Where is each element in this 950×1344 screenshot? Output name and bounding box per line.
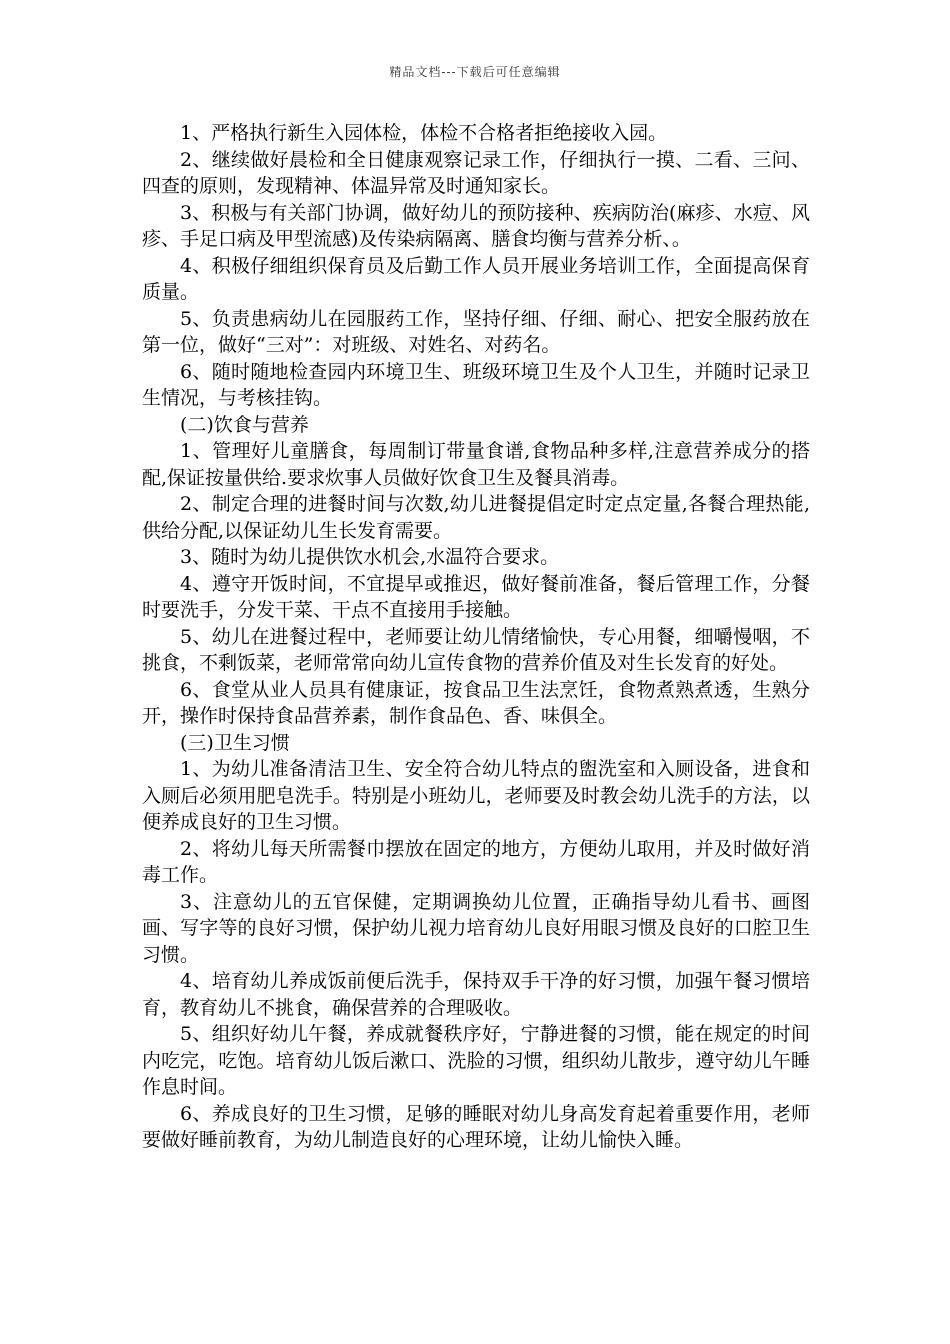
page-header: 精品文档---下载后可任意编辑 [389, 65, 561, 79]
paragraph: 6、食堂从业人员具有健康证，按食品卫生法烹饪，食物煮熟煮透，生熟分开，操作时保持食品营养素，制作食品色、香、味俱全。 [142, 678, 810, 727]
paragraph: 5、组织好幼儿午餐，养成就餐秩序好，宁静进餐的习惯，能在规定的时间内吃完，吃饱。培育幼儿饭后漱口、洗脸的习惯，组织幼儿散步，遵守幼儿午睡作息时间。 [142, 1023, 810, 1098]
paragraph: 1、管理好儿童膳食，每周制订带量食谱,食物品种多样,注意营养成分的搭配,保证按量供给.要求炊事人员做好饮食卫生及餐具消毒。 [142, 440, 810, 489]
paragraph: 5、幼儿在进餐过程中，老师要让幼儿情绪愉快，专心用餐，细嚼慢咽，不挑食，不剩饭菜，老师常常向幼儿宣传食物的营养价值及对生长发育的好处。 [142, 625, 810, 674]
section-heading: (二)饮食与营养 [180, 413, 309, 436]
paragraph: 3、积极与有关部门协调，做好幼儿的预防接种、疾病防治(麻疹、水痘、风疹、手足口病及甲型流感)及传染病隔离、膳食均衡与营养分析、。 [142, 201, 810, 250]
paragraph: 6、随时随地检查园内环境卫生、班级环境卫生及个人卫生，并随时记录卫生情况，与考核挂钩。 [142, 360, 810, 409]
paragraph: 5、负责患病幼儿在园服药工作，坚持仔细、仔细、耐心、把安全服药放在第一位，做好“三对”：对班级、对姓名、对药名。 [142, 307, 810, 356]
document-body [142, 120, 810, 1154]
paragraph: 2、继续做好晨检和全日健康观察记录工作，仔细执行一摸、二看、三问、四查的原则，发现精神、体温异常及时通知家长。 [142, 148, 810, 197]
paragraph: 6、养成良好的卫生习惯，足够的睡眠对幼儿身高发育起着重要作用，老师要做好睡前教育，为幼儿制造良好的心理环境，让幼儿愉快入睡。 [142, 1102, 810, 1151]
paragraph: 2、制定合理的进餐时间与次数,幼儿进餐提倡定时定点定量,各餐合理热能,供给分配,以保证幼儿生长发育需要。 [142, 493, 810, 542]
paragraph: 2、将幼儿每天所需餐巾摆放在固定的地方，方便幼儿取用，并及时做好消毒工作。 [142, 837, 810, 886]
section-heading: (三)卫生习惯 [180, 731, 290, 754]
paragraph: 3、随时为幼儿提供饮水机会,水温符合要求。 [180, 546, 560, 568]
paragraph: 4、积极仔细组织保育员及后勤工作人员开展业务培训工作，全面提高保育质量。 [142, 254, 810, 303]
paragraph: 1、为幼儿准备清洁卫生、安全符合幼儿特点的盥洗室和入厕设备，进食和入厕后必须用肥皂洗手。特别是小班幼儿，老师要及时教会幼儿洗手的方法，以便养成良好的卫生习惯。 [142, 758, 810, 833]
paragraph: 4、培育幼儿养成饭前便后洗手，保持双手干净的好习惯，加强午餐习惯培育，教育幼儿不挑食，确保营养的合理吸收。 [142, 970, 810, 1019]
paragraph: 1、严格执行新生入园体检，体检不合格者拒绝接收入园。 [180, 122, 668, 144]
paragraph: 3、注意幼儿的五官保健，定期调换幼儿位置，正确指导幼儿看书、画图画、写字等的良好习惯，保护幼儿视力培育幼儿良好用眼习惯及良好的口腔卫生习惯。 [142, 890, 810, 966]
paragraph: 4、遵守开饭时间，不宜提早或推迟，做好餐前准备，餐后管理工作，分餐时要洗手，分发干菜、干点不直接用手接触。 [142, 572, 810, 621]
